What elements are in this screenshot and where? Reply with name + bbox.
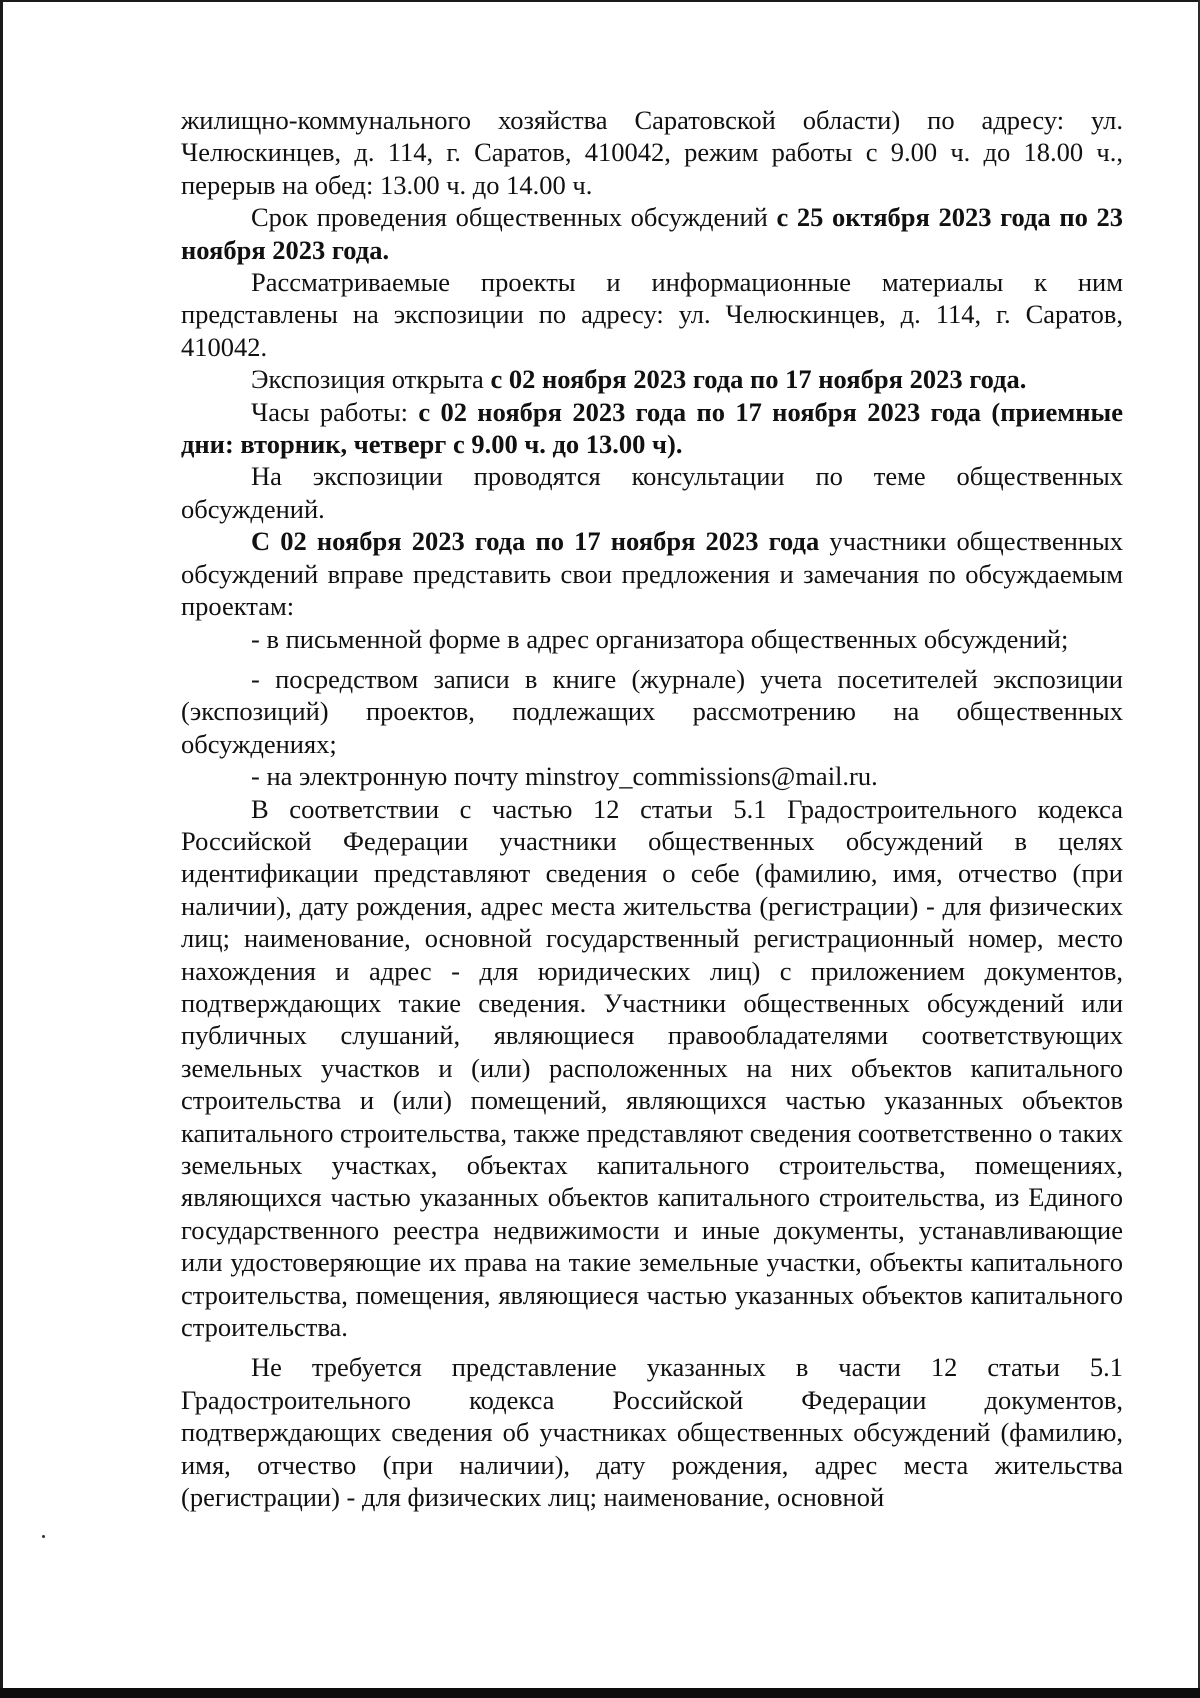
paragraph-consultations: На экспозиции проводятся консультации по теме общественных обсуждений. xyxy=(181,461,1123,524)
paragraph-address-continuation: жилищно-коммунального хозяйства Саратовской области) по адресу: ул. Челюскинцев, д. 114, г. Саратов, 410042, режим работы с 9.00 ч. до 18.00 ч., перерыв на обед: 13.00 ч. до 14.00 ч. xyxy=(181,105,1123,200)
proposals-period-dates: С 02 ноября 2023 года по 17 ноября 2023 года xyxy=(251,526,820,557)
working-hours-label: Часы работы: xyxy=(251,396,419,427)
working-hours-dates: с 02 ноября 2023 года по 17 ноября 2023 года (приемные дни: вторник, четверг с 9.00 ч. до 13.00 ч). xyxy=(181,396,1124,460)
list-item-visitor-book: - посредством записи в книге (журнале) учета посетителей экспозиции (экспозиций) проектов, подлежащих рассмотрению на общественных обсуждениях; xyxy=(181,663,1123,759)
paragraph-exposition-address: Рассматриваемые проекты и информационные материалы к ним представлены на экспозиции по адресу: ул. Челюскинцев, д. 114, г. Саратов, 410042. xyxy=(181,267,1123,362)
scan-edge-bottom xyxy=(0,1688,1200,1698)
paragraph-exposition-open xyxy=(181,363,1123,395)
proposals-period-text: участники общественных обсуждений вправе представить свои предложения и замечания по обсуждаемым проектам: xyxy=(181,526,1124,622)
scan-edge-top xyxy=(0,0,1200,2)
list-item-email: - на электронную почту minstroy_commissions@mail.ru. xyxy=(251,761,878,792)
document-body xyxy=(181,104,1123,1513)
paragraph-documents-not-required: Не требуется представление указанных в части 12 статьи 5.1 Градостроительного кодекса Российской Федерации документов, подтверждающих сведения об участниках общественных обсуждений (фамилию, имя, отчество (при наличии), дату рождения, адрес места жительства (регистрации) - для физических лиц; наименование, основной xyxy=(181,1352,1123,1513)
discussion-period-label: Срок проведения общественных обсуждений xyxy=(251,202,777,233)
paragraph-discussion-period xyxy=(181,201,1123,266)
scan-edge-left xyxy=(0,0,3,1698)
paragraph-working-hours xyxy=(181,396,1123,461)
discussion-period-dates: с 25 октября 2023 года по 23 ноября 2023 года. xyxy=(181,202,1123,265)
list-item-written-form: - в письменной форме в адрес организатора общественных обсуждений; xyxy=(251,623,1069,654)
exposition-open-label: Экспозиция открыта xyxy=(251,364,491,395)
scan-speck xyxy=(42,1535,45,1538)
exposition-open-dates: с 02 ноября 2023 года по 17 ноября 2023 года. xyxy=(490,364,1027,395)
paragraph-identification-requirements: В соответствии с частью 12 статьи 5.1 Градостроительного кодекса Российской Федерации участники общественных обсуждений в целях идентификации представляют сведения о себе (фамилию, имя, отчество (при наличии), дату рождения, адрес места жительства (регистрации) - для физических лиц; наименование, основной государственный регистрационный номер, место нахождения и адрес - для юридических лиц) с приложением документов, подтверждающих такие сведения. Участники общественных обсуждений или публичных слушаний, являющиеся правообладателями соответствующих земельных участков и (или) расположенных на них объектов капитального строительства и (или) помещений, являющихся частью указанных объектов капитального строительства, также представляют сведения соответственно о таких земельных участках, объектах капитального строительства, помещениях, являющихся частью указанных объектов капитального строительства, из Единого государственного реестра недвижимости и иные документы, устанавливающие или удостоверяющие их права на такие земельные участки, объекты капитального строительства, помещения, являющиеся частью указанных объектов капитального строительства. xyxy=(181,793,1123,1343)
paragraph-proposals-period xyxy=(181,525,1123,622)
